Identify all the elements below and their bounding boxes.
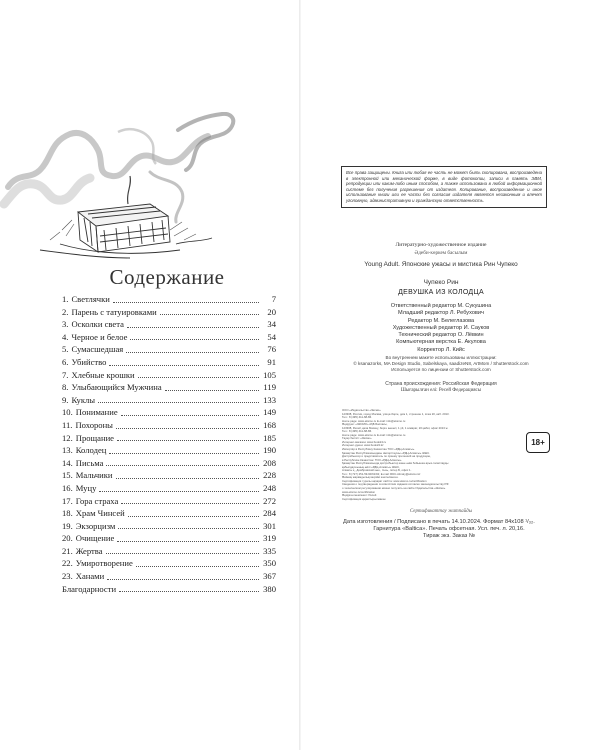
rights-notice: Все права защищены. Книга или любая ее часть не может быть скопирована, воспроизведена в электронной или механической форме, в виде фотокопии, записи в память ЭВМ, репродукции или каким-либо иным способом, а также использована в любой информационной системе без получения разрешения от издателя. Копирование, воспроизведение и иное использование книги или ее части без согласия издателя является незаконным и влечет уголовную, административную и гражданскую ответственность. bbox=[341, 166, 547, 208]
staff-credit: Ответственный редактор М. Сукушина bbox=[390, 303, 492, 309]
print-info bbox=[343, 519, 555, 541]
toc-entry-title: Куклы bbox=[71, 394, 96, 405]
publisher-line: 123308, Россия, город Москва, улица Зорге, дом 1, строение 1, этаж 20, каб. 2013. bbox=[342, 412, 450, 416]
staff-credit: Технический редактор О. Лёвкин bbox=[398, 332, 484, 339]
toc-entry-page: 319 bbox=[263, 533, 276, 544]
toc-entry-title: Гора страха bbox=[75, 495, 119, 506]
publisher-line: Қазақстан Республикасында дистрибьютор және өнім бойынша арыз-талаптарды bbox=[342, 462, 449, 466]
toc-entry bbox=[62, 583, 276, 596]
toc-entry-title: Черное и белое bbox=[71, 331, 128, 342]
toc-entry-title: Хлебные крошки bbox=[71, 369, 135, 380]
toc-list bbox=[62, 293, 276, 595]
toc-entry-page: 7 bbox=[271, 294, 276, 304]
toc-entry-number: 23. bbox=[62, 571, 73, 582]
toc-entry-number: 10. bbox=[62, 407, 73, 418]
toc-leader-dots bbox=[106, 464, 259, 466]
toc-leader-dots bbox=[117, 540, 259, 542]
toc-entry-number: 21. bbox=[62, 545, 73, 556]
publisher-line: Home page: www.eksmo.ru E-mail: info@eksmo.ru. bbox=[342, 433, 407, 437]
toc-entry-title: Жертва bbox=[75, 545, 103, 556]
publisher-line: Дистрибьютор и представитель по приему претензий на продукцию, bbox=[342, 455, 431, 459]
toc-entry bbox=[62, 532, 276, 545]
toc-entry-page: 284 bbox=[263, 508, 276, 519]
toc-entry-page: 133 bbox=[263, 394, 276, 405]
toc-entry-number: 12. bbox=[62, 432, 73, 443]
toc-entry bbox=[62, 293, 276, 306]
genre-label-kz: Әдеби-көркем басылым bbox=[414, 250, 468, 256]
toc-entry-number: 19. bbox=[62, 520, 73, 531]
toc-entry bbox=[62, 432, 276, 445]
publisher-line: Интернет-магазин: www.book24.ru bbox=[342, 440, 387, 444]
toc-entry-number: 14. bbox=[62, 457, 73, 468]
toc-entry-page: 380 bbox=[263, 583, 276, 594]
illustration-credits bbox=[330, 355, 552, 373]
toc-leader-dots bbox=[113, 301, 259, 303]
toc-entry bbox=[62, 394, 276, 407]
toc-entry-number: 18. bbox=[62, 508, 73, 519]
toc-entry-title: Благодарности bbox=[62, 583, 117, 594]
toc-entry-number: 6. bbox=[62, 356, 69, 367]
staff-credit: Корректор Л. Кийс bbox=[417, 346, 465, 353]
toc-entry-page: 228 bbox=[263, 470, 276, 481]
toc-entry-number: 3. bbox=[62, 319, 69, 330]
toc-entry-page: 367 bbox=[263, 571, 276, 582]
toc-entry bbox=[62, 331, 276, 344]
toc-entry-title: Светлячки bbox=[71, 294, 110, 304]
toc-entry-page: 272 bbox=[263, 495, 276, 506]
toc-entry-number: 13. bbox=[62, 445, 73, 456]
toc-entry-number: 1. bbox=[62, 294, 69, 304]
toc-entry-page: 350 bbox=[263, 558, 276, 569]
toc-leader-dots bbox=[98, 401, 259, 403]
toc-entry-number: 16. bbox=[62, 482, 73, 493]
toc-entry-page: 105 bbox=[263, 369, 276, 380]
toc-entry-page: 301 bbox=[263, 520, 276, 531]
toc-leader-dots bbox=[130, 338, 259, 340]
staff-credit: Редактор М. Белеглазова bbox=[407, 317, 475, 324]
toc-entry bbox=[62, 520, 276, 533]
ink-illustration bbox=[0, 112, 240, 260]
certification-note: Сертификаттау жатпайды bbox=[409, 509, 473, 514]
toc-entry bbox=[62, 369, 276, 382]
series-name: Young Adult. Японские ужасы и мистика Рин Чупеко bbox=[364, 261, 518, 268]
publisher-line: Сертификация қарастырылмаған bbox=[342, 497, 386, 501]
toc-entry bbox=[62, 306, 276, 319]
toc-leader-dots bbox=[121, 502, 259, 504]
print-date: Дата изготовления / Подписано в печать 14.10.2024. Формат 84х108 ¹/₃₂. bbox=[343, 519, 535, 525]
toc-entry-title: Сумасшедшая bbox=[71, 344, 124, 355]
toc-leader-dots bbox=[138, 376, 259, 378]
book-gutter bbox=[299, 0, 301, 750]
toc-entry bbox=[62, 495, 276, 508]
toc-title: Содержание bbox=[109, 265, 225, 289]
genre-label: Литературно-художественное издание bbox=[395, 242, 487, 248]
publisher-line: www.eksmo.ru/certification bbox=[342, 490, 376, 494]
toc-entry-number: 2. bbox=[62, 306, 69, 317]
publisher-line: 123308, Ресей, қала Мәскеу, Зорге көшесі, 1 үй, 1 ғимарат, 20 қабат, офис 2013 ж. bbox=[342, 426, 449, 430]
toc-entry bbox=[62, 545, 276, 558]
staff-credit: Младший редактор Л. Ребухович bbox=[398, 310, 484, 317]
toc-leader-dots bbox=[116, 427, 259, 429]
toc-entry-page: 91 bbox=[267, 356, 276, 367]
publisher-line: Тел.: 8 (495) 411-68-86. bbox=[342, 430, 372, 434]
toc-leader-dots bbox=[128, 515, 259, 517]
toc-entry-number: 22. bbox=[62, 558, 73, 569]
toc-entry-title: Осколки света bbox=[71, 319, 124, 330]
toc-entry-title: Убийство bbox=[71, 356, 107, 367]
toc-entry-page: 76 bbox=[267, 344, 276, 355]
author-name: Чупеко Рин bbox=[423, 279, 459, 286]
staff-list bbox=[330, 303, 552, 354]
toc-leader-dots bbox=[160, 313, 259, 315]
toc-leader-dots bbox=[165, 389, 259, 391]
print-run: Тираж экз. Заказ № bbox=[423, 533, 475, 540]
toc-leader-dots bbox=[136, 565, 259, 567]
toc-leader-dots bbox=[106, 552, 259, 554]
publisher-line: Интернет-дүкен: www.book24.kz bbox=[342, 444, 384, 448]
toc-entry-page: 190 bbox=[263, 445, 276, 456]
publisher-line: Алматы қ., Домбровский көш., 3«а», литер Б, офис 1. bbox=[342, 469, 412, 473]
toc-entry-number: 20. bbox=[62, 533, 73, 544]
toc-leader-dots bbox=[126, 351, 259, 353]
toc-entry-title: Ханами bbox=[75, 571, 105, 582]
toc-entry-number: 9. bbox=[62, 394, 69, 405]
age-rating-badge: 18+ bbox=[526, 432, 550, 453]
toc-entry bbox=[62, 570, 276, 583]
toc-entry-page: 208 bbox=[263, 457, 276, 468]
toc-entry-number: 17. bbox=[62, 495, 73, 506]
publisher-line: ООО «Издательство «Эксмо» bbox=[342, 409, 381, 412]
toc-entry bbox=[62, 406, 276, 419]
toc-entry-title: Очищение bbox=[75, 533, 115, 544]
toc-entry bbox=[62, 444, 276, 457]
toc-entry-title: Умиротворение bbox=[75, 558, 133, 569]
publisher-line: Тел.: 8 (727) 251-59-90/91/92; E-mail: RDC-Almaty@eksmo.kz bbox=[342, 472, 421, 476]
toc-entry-number: 5. bbox=[62, 344, 69, 355]
toc-entry-page: 119 bbox=[263, 382, 276, 393]
credit-line: © ksanazorks, MA Design Studio, Sabelskaya, saadizeN8, ArtMom / Shutterstock.com bbox=[353, 361, 529, 366]
toc-entry-page: 185 bbox=[263, 432, 276, 443]
staff-credit: Художественный редактор И. Сауков bbox=[392, 324, 490, 331]
toc-entry-title: Экзорцизм bbox=[75, 520, 116, 531]
origin-country-kz: Шығарылған елі: Ресей Федерациясы bbox=[400, 387, 482, 393]
toc-entry-title: Похороны bbox=[75, 419, 113, 430]
publisher-line: Сертификация туралы ақпарат сайтта: www.eksmo.ru/certification bbox=[342, 479, 427, 483]
toc-entry-title: Храм Чинсей bbox=[75, 508, 125, 519]
toc-entry-number: 4. bbox=[62, 331, 69, 342]
origin-country: Страна происхождения: Российская Федерация bbox=[385, 381, 497, 387]
toc-entry-title: Прощание bbox=[75, 432, 114, 443]
toc-entry-page: 149 bbox=[263, 407, 276, 418]
toc-leader-dots bbox=[119, 590, 259, 592]
toc-entry-title: Муцу bbox=[75, 482, 97, 493]
publisher-line: Сведения о подтверждении соответствия издания согласно законодательству РФ bbox=[342, 483, 449, 487]
toc-entry bbox=[62, 557, 276, 570]
origin-block bbox=[330, 381, 552, 394]
toc-entry-page: 335 bbox=[263, 545, 276, 556]
toc-leader-dots bbox=[121, 414, 259, 416]
toc-entry-title: Понимание bbox=[75, 407, 118, 418]
publisher-line: Тел.: 8 (495) 411-68-86. bbox=[342, 416, 372, 420]
toc-entry-page: 54 bbox=[267, 331, 276, 342]
toc-entry bbox=[62, 343, 276, 356]
toc-entry-page: 248 bbox=[263, 482, 276, 493]
toc-entry-number: 8. bbox=[62, 382, 69, 393]
toc-entry-number: 11. bbox=[62, 419, 73, 430]
publisher-line: Home page: www.eksmo.ru E-mail: info@eksmo.ru bbox=[342, 419, 406, 423]
staff-credit: Компьютерная верстка Е. Акулова bbox=[396, 339, 486, 346]
toc-leader-dots bbox=[99, 490, 259, 492]
toc-entry-title: Письма bbox=[75, 457, 104, 468]
toc-entry-page: 168 bbox=[263, 419, 276, 430]
publisher-line: Тауар белгісі: «Эксмо» bbox=[342, 437, 372, 441]
book-title: ДЕВУШКА ИЗ КОЛОДЦА bbox=[398, 289, 484, 296]
toc-leader-dots bbox=[109, 364, 259, 366]
toc-entry bbox=[62, 469, 276, 482]
publisher-line: о техническом регулировании можно получить на сайте Издательства «Эксмо» bbox=[342, 487, 446, 491]
toc-leader-dots bbox=[107, 578, 259, 580]
publisher-line: в Республике Казахстан: ТОО «РДЦ-Алматы» bbox=[342, 458, 402, 462]
toc-entry bbox=[62, 507, 276, 520]
publisher-info bbox=[342, 409, 512, 501]
toc-entry-number: 15. bbox=[62, 470, 73, 481]
toc-entry bbox=[62, 318, 276, 331]
toc-leader-dots bbox=[109, 452, 259, 454]
toc-leader-dots bbox=[118, 527, 259, 529]
publisher-line: Өнімнің жарамдылық мерзімі шектелмеген. bbox=[342, 476, 399, 480]
toc-entry-title: Мальчики bbox=[75, 470, 113, 481]
toc-entry bbox=[62, 482, 276, 495]
toc-entry-title: Колодец bbox=[75, 445, 107, 456]
publisher-line: Импортёр в Республику Казахстан ТОО «РДЦ-Алматы». bbox=[342, 448, 415, 452]
toc-entry-page: 20 bbox=[267, 306, 276, 317]
toc-entry-number: 7. bbox=[62, 369, 69, 380]
toc-entry bbox=[62, 356, 276, 369]
publisher-line: қабылдаушының өкілі «РДЦ-Алматы» ЖШС, bbox=[342, 465, 400, 469]
publisher-line: Қазақстан Республикасындағы импорттаушы «РДЦ-Алматы» ЖШС. bbox=[342, 451, 430, 455]
toc-leader-dots bbox=[117, 439, 259, 441]
credit-line: Используется по лицензии от Shutterstock.com bbox=[391, 367, 491, 372]
toc-entry-title: Улыбающийся Мужчина bbox=[71, 382, 162, 393]
toc-leader-dots bbox=[127, 326, 259, 328]
print-specs: Гарнитура «Baltica». Печать офсетная. Усл. печ. л. 20,16. bbox=[373, 526, 525, 533]
toc-leader-dots bbox=[116, 477, 259, 479]
credit-line: Во внутреннем макете использованы иллюстрации: bbox=[385, 355, 497, 360]
toc-entry bbox=[62, 419, 276, 432]
publisher-line: Өндіруші: «ЭКСМО» АҚБ Баспасы, bbox=[342, 423, 388, 427]
toc-entry bbox=[62, 381, 276, 394]
publisher-line: Өндірген мемлекет: Ресей bbox=[342, 494, 377, 498]
toc-entry bbox=[62, 457, 276, 470]
toc-entry-title: Парень с татуировками bbox=[71, 306, 157, 317]
toc-entry-page: 34 bbox=[267, 319, 276, 330]
